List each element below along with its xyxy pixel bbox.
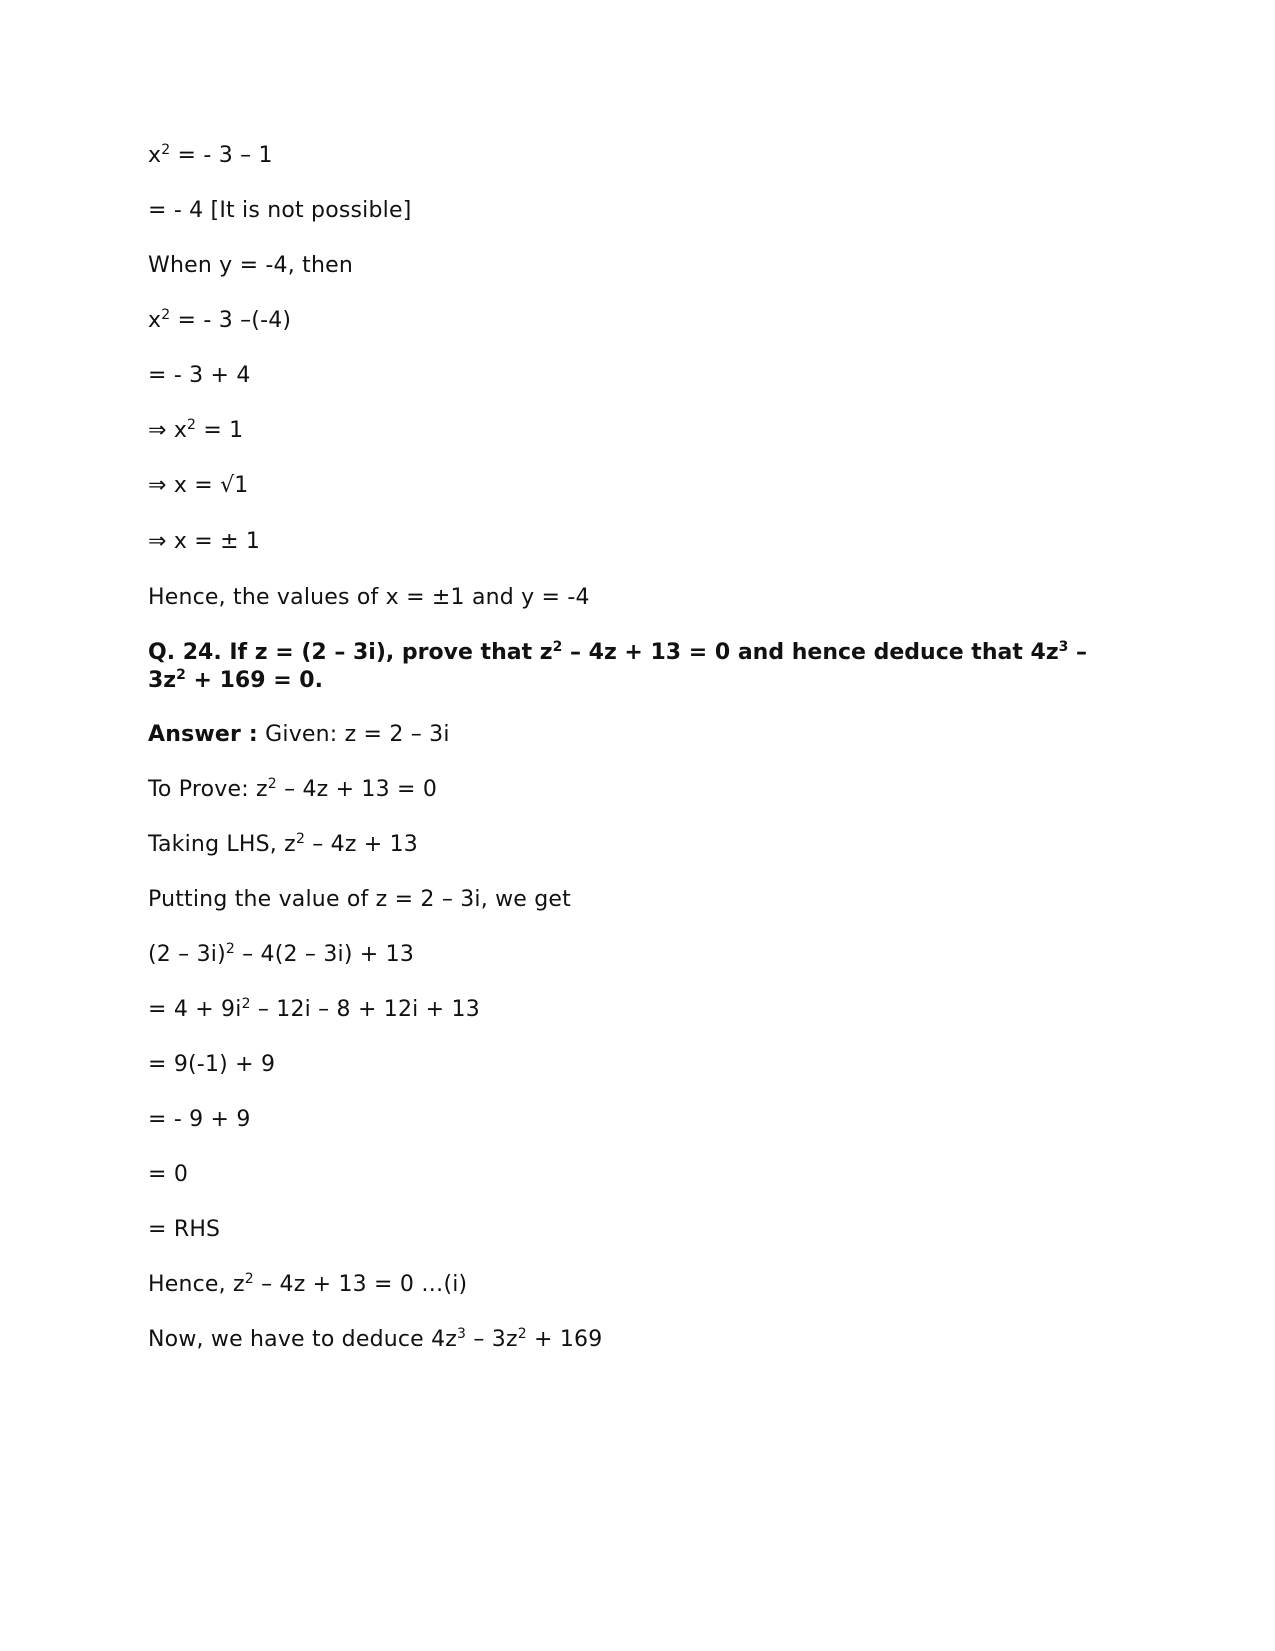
question-heading: Q. 24. If z = (2 – 3i), prove that $z^2 - 4z + 13 = 0$ and hence deduce that $4z^3 - 3z^2 + 169 = 0$. [148,639,1088,693]
to-prove-line: To Prove: $z^2 - 4z + 13 = 0$ [148,776,438,802]
equation-line: ⇒ x = √1 [148,473,249,498]
text-line: Taking LHS, $z^2 - 4z + 13$ [148,831,418,857]
equation-line: (2 – 3i)$^2$ – 4(2 – 3i) + 13 [148,941,415,967]
equation-line: = 9(-1) + 9 [148,1052,276,1077]
equation-line: ⇒ x = ± 1 [148,529,261,554]
answer-label: Answer : [148,722,258,747]
equation-line: = - 3 + 4 [148,363,251,388]
equation-line: = 0 [148,1162,189,1187]
equation-line: $x^2$ = - 3 –(-4) [148,307,292,333]
equation-line: = $4 + 9i^2 - 12i - 8 + 12i + 13$ [148,996,480,1022]
conclusion-line: Hence, $z^2 - 4z + 13 = 0$ …(i) [148,1271,468,1297]
answer-line: Answer : Given: z = 2 – 3i [148,722,450,747]
equation-line: $x^2$ = - 3 – 1 [148,142,273,168]
conclusion-line: Hence, the values of x = ±1 and y = -4 [148,585,590,610]
text-line: Putting the value of z = 2 – 3i, we get [148,887,571,912]
equation-line: = - 9 + 9 [148,1107,251,1132]
text-line: When y = -4, then [148,253,353,278]
equation-line: ⇒ $x^2 = 1$ [148,417,244,443]
equation-line: = RHS [148,1217,221,1242]
equation-line: = - 4 [It is not possible] [148,198,412,223]
text-line: Now, we have to deduce $4z^3 - 3z^2 + 169$ [148,1326,603,1352]
